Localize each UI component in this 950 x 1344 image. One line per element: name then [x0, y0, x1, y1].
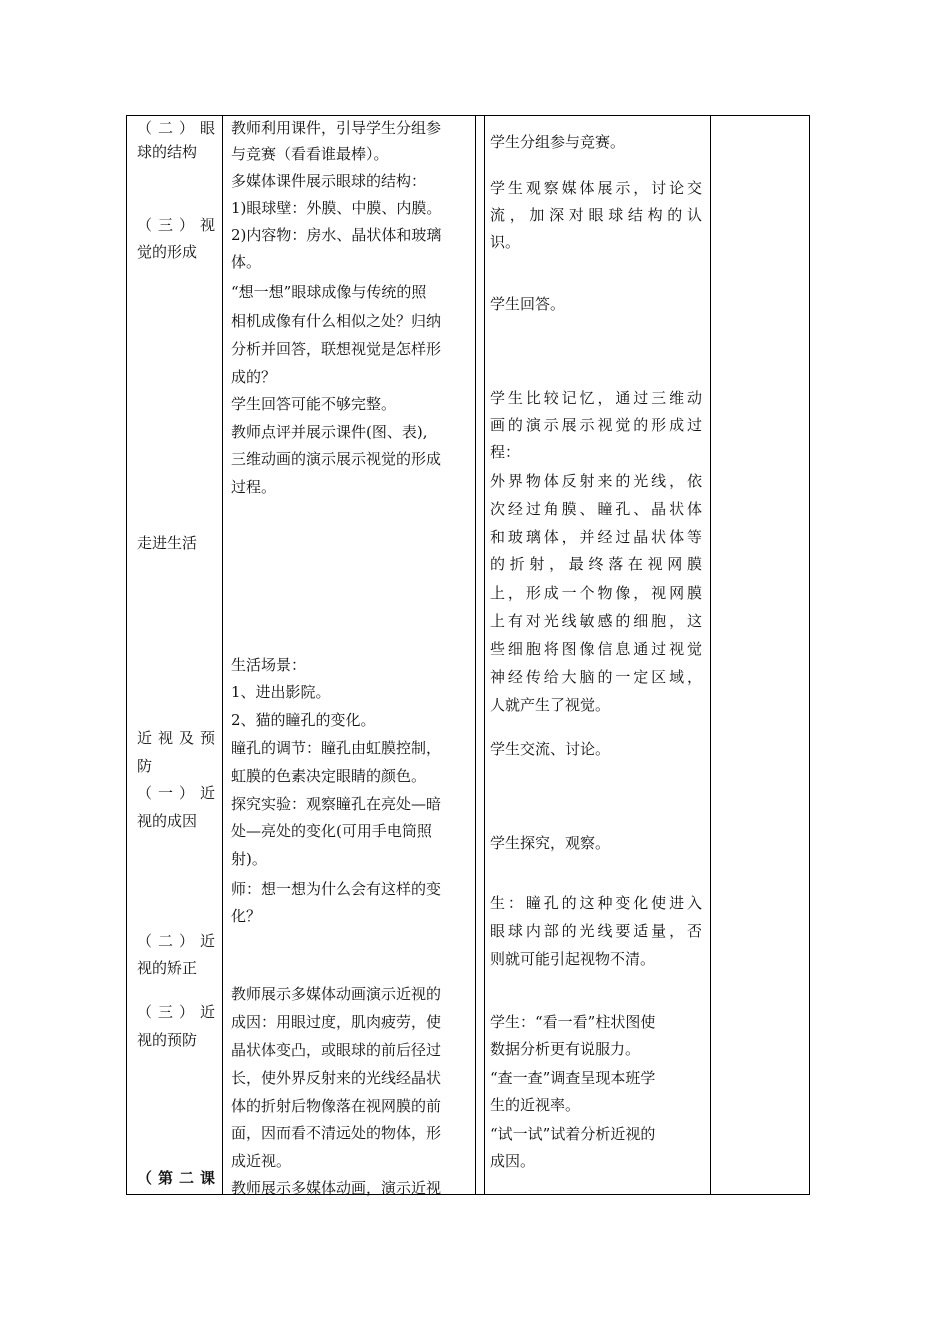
student-line: 眼球内部的光线要适量，否 — [490, 922, 702, 940]
student-line: 学生观察媒体展示，讨论交 — [490, 179, 702, 197]
column-divider — [484, 116, 485, 1194]
student-line: 学生分组参与竞赛。 — [490, 133, 626, 151]
heading-second-lesson: （第二课 — [137, 1169, 215, 1187]
student-line: 的折射，最终落在视网膜 — [490, 555, 702, 573]
teacher-line: 探究实验：观察瞳孔在亮处—暗 — [231, 795, 442, 813]
teacher-line: 三维动画的演示展示视觉的形成 — [231, 450, 442, 468]
teacher-line: 师：想一想为什么会有这样的变 — [231, 880, 442, 898]
teacher-line: 成因：用眼过度，肌肉疲劳，使 — [231, 1013, 442, 1031]
student-line: 数据分析更有说服力。 — [490, 1040, 641, 1058]
student-line: 画的演示展示视觉的形成过 — [490, 416, 702, 434]
teacher-line: 教师展示多媒体动画演示近视的 — [231, 985, 442, 1003]
teacher-line: 与竞赛（看看谁最棒）。 — [231, 145, 389, 163]
teacher-activity-column — [231, 116, 471, 1197]
teacher-line: 教师展示多媒体动画，演示近视 — [231, 1179, 442, 1197]
lesson-plan-table — [126, 115, 810, 1195]
teacher-line: 成近视。 — [231, 1152, 292, 1170]
teacher-line: 体。 — [231, 253, 262, 271]
student-line: “查一查”调查呈现本班学 — [490, 1069, 656, 1087]
teacher-line: 1)眼球壁：外膜、中膜、内膜。 — [231, 199, 442, 217]
student-line: 学生回答。 — [490, 295, 566, 313]
student-line: 则就可能引起视物不清。 — [490, 950, 656, 968]
teacher-line: 学生回答可能不够完整。 — [231, 395, 397, 413]
column-divider — [222, 116, 223, 1194]
heading-vision-formation-l1: （三）视 — [137, 216, 215, 234]
teacher-line: 化？ — [231, 907, 262, 925]
student-line: 生：瞳孔的这种变化使进入 — [490, 894, 702, 912]
teacher-line: 体的折射后物像落在视网膜的前 — [231, 1097, 442, 1115]
student-line: 学生：“看一看”柱状图使 — [490, 1013, 656, 1031]
student-line: 生的近视率。 — [490, 1096, 581, 1114]
student-line: 些细胞将图像信息通过视觉 — [490, 640, 702, 658]
notes-column — [711, 116, 809, 1194]
student-line: 流，加深对眼球结构的认 — [490, 206, 702, 224]
teacher-line: 射)。 — [231, 850, 267, 868]
heading-myopia-prevent-l2: 视的预防 — [137, 1031, 198, 1049]
student-line: 神经传给大脑的一定区域， — [490, 668, 702, 686]
teacher-line: 2)内容物：房水、晶状体和玻璃 — [231, 226, 442, 244]
student-line: 外界物体反射来的光线，依 — [490, 472, 702, 490]
teacher-line: 过程。 — [231, 478, 277, 496]
teacher-line: 教师利用课件，引导学生分组参 — [231, 119, 442, 137]
heading-into-life: 走进生活 — [137, 534, 198, 552]
student-line: 和玻璃体，并经过晶状体等 — [490, 528, 702, 546]
student-line: 学生交流、讨论。 — [490, 740, 611, 758]
heading-myopia-prevention-l1: 近视及预 — [137, 729, 215, 747]
student-line: 次经过角膜、瞳孔、晶状体 — [490, 500, 702, 518]
teacher-line: 教师点评并展示课件(图、表), — [231, 423, 428, 441]
teacher-line: 面，因而看不清远处的物体，形 — [231, 1124, 442, 1142]
teacher-line: 相机成像有什么相似之处？归纳 — [231, 312, 442, 330]
heading-myopia-prevent-l1: （三）近 — [137, 1003, 215, 1021]
heading-myopia-correction-l2: 视的矫正 — [137, 959, 198, 977]
teacher-line: 分析并回答，联想视觉是怎样形 — [231, 340, 442, 358]
teacher-line: 处—亮处的变化(可用手电筒照 — [231, 822, 432, 840]
heading-eye-structure-l1: （二）眼 — [137, 119, 215, 137]
heading-vision-formation-l2: 觉的形成 — [137, 243, 198, 261]
teacher-line: 成的？ — [231, 368, 277, 386]
heading-myopia-prevention-l2: 防 — [137, 757, 153, 775]
heading-myopia-cause-l2: 视的成因 — [137, 812, 198, 830]
student-line: 识。 — [490, 233, 521, 251]
teacher-line: 瞳孔的调节：瞳孔由虹膜控制， — [231, 739, 442, 757]
teacher-line: 生活场景： — [231, 656, 307, 674]
teacher-line: “想一想”眼球成像与传统的照 — [231, 283, 427, 301]
teacher-line: 长，使外界反射来的光线经晶状 — [231, 1069, 442, 1087]
student-line: 学生比较记忆，通过三维动 — [490, 389, 702, 407]
heading-eye-structure-l2: 球的结构 — [137, 143, 198, 161]
column-divider — [475, 116, 476, 1194]
teacher-line: 虹膜的色素决定眼睛的颜色。 — [231, 767, 427, 785]
student-line: 程： — [490, 443, 521, 461]
heading-myopia-cause-l1: （一）近 — [137, 784, 215, 802]
student-line: 学生探究，观察。 — [490, 834, 611, 852]
teacher-line: 晶状体变凸，或眼球的前后径过 — [231, 1041, 442, 1059]
student-line: 上有对光线敏感的细胞，这 — [490, 612, 702, 630]
teacher-line: 多媒体课件展示眼球的结构： — [231, 172, 427, 190]
teacher-line: 1、进出影院。 — [231, 683, 331, 701]
student-activity-column — [490, 116, 702, 1194]
student-line: 人就产生了视觉。 — [490, 696, 611, 714]
section-column — [137, 116, 215, 1194]
heading-myopia-correction-l1: （二）近 — [137, 932, 215, 950]
student-line: 成因。 — [490, 1152, 536, 1170]
student-line: “试一试”试着分析近视的 — [490, 1125, 656, 1143]
student-line: 上，形成一个物像，视网膜 — [490, 584, 702, 602]
teacher-line: 2、猫的瞳孔的变化。 — [231, 711, 376, 729]
